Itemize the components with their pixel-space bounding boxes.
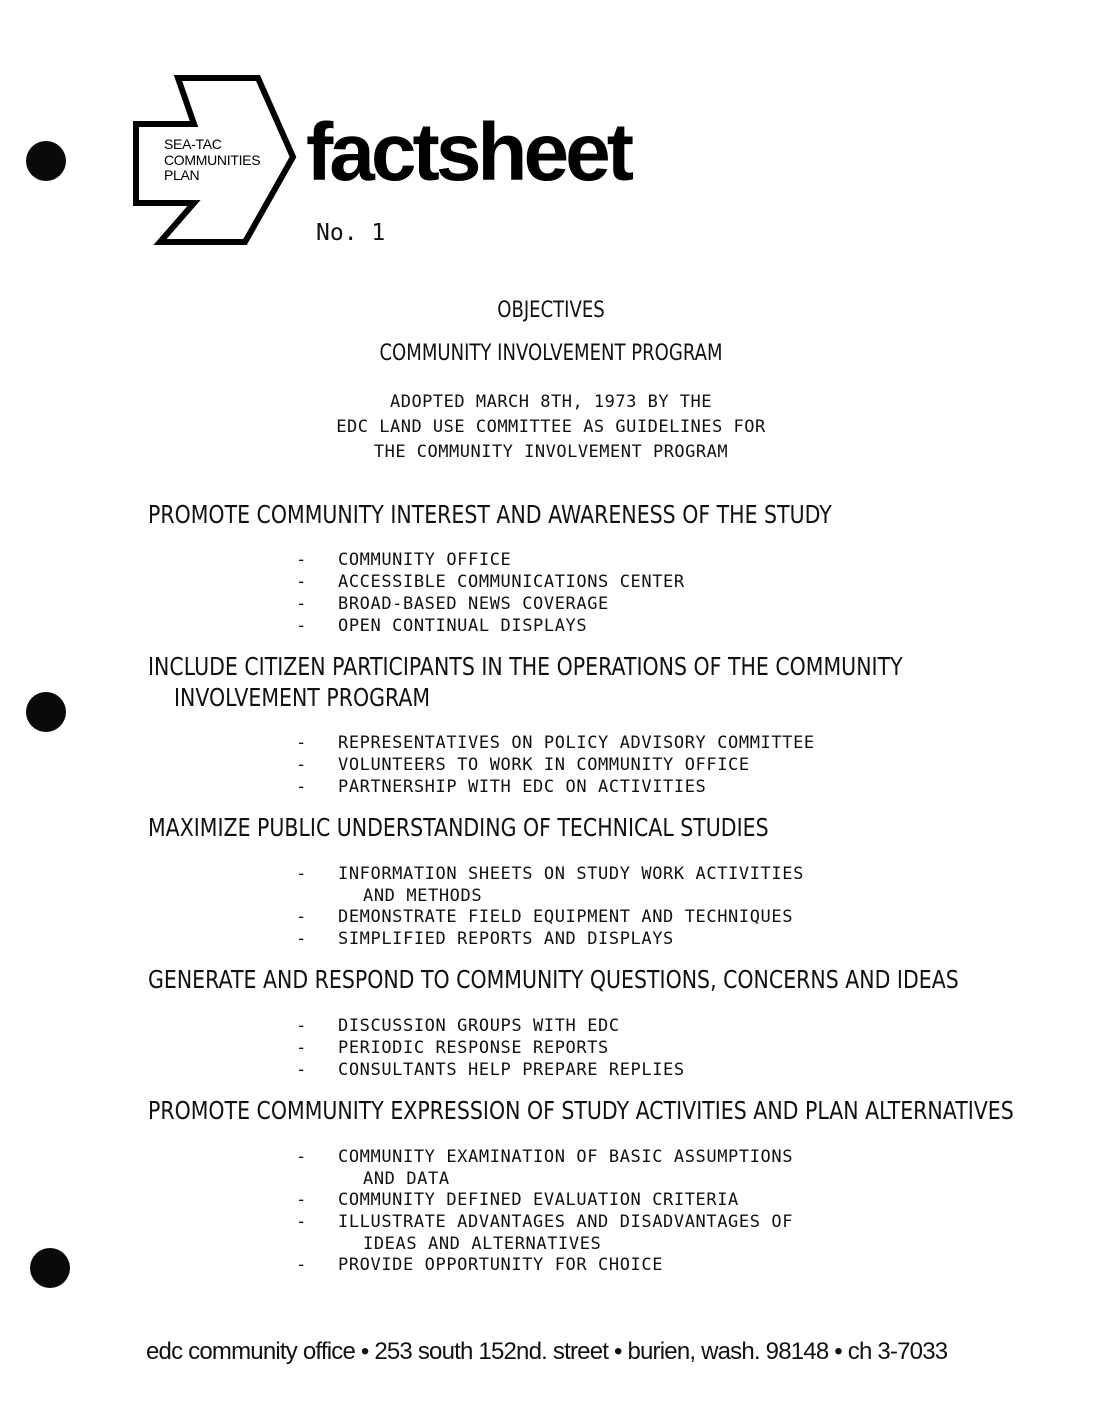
section-heading: PROMOTE COMMUNITY INTEREST AND AWARENESS OF THE STUDY bbox=[148, 500, 832, 529]
adopted-line-3: THE COMMUNITY INVOLVEMENT PROGRAM bbox=[373, 442, 729, 462]
issue-number: No. 1 bbox=[316, 220, 386, 246]
list-item: - ACCESSIBLE COMMUNICATIONS CENTER bbox=[296, 572, 685, 592]
list-item: - PARTNERSHIP WITH EDC ON ACTIVITIES bbox=[296, 777, 707, 797]
logo-line-3: PLAN bbox=[164, 167, 200, 183]
section-heading: GENERATE AND RESPOND TO COMMUNITY QUESTIONS, CONCERNS AND IDEAS bbox=[148, 965, 959, 994]
logo-line-2: COMMUNITIES bbox=[164, 152, 261, 168]
list-item: - INFORMATION SHEETS ON STUDY WORK ACTIVITIES bbox=[296, 864, 804, 884]
list-item: - ILLUSTRATE ADVANTAGES AND DISADVANTAGES OF bbox=[296, 1212, 794, 1232]
list-item: - COMMUNITY OFFICE bbox=[296, 550, 512, 570]
adopted-line-1: ADOPTED MARCH 8TH, 1973 BY THE bbox=[389, 392, 713, 412]
binder-hole-top bbox=[26, 141, 66, 181]
list-item-continued: IDEAS AND ALTERNATIVES bbox=[363, 1234, 602, 1254]
logo-line-1: SEA-TAC bbox=[164, 136, 222, 152]
objectives-title: OBJECTIVES bbox=[497, 298, 605, 323]
factsheet-title: factsheet bbox=[306, 107, 631, 198]
list-item: - CONSULTANTS HELP PREPARE REPLIES bbox=[296, 1060, 685, 1080]
list-item: - PROVIDE OPPORTUNITY FOR CHOICE bbox=[296, 1255, 664, 1275]
list-item-continued: AND METHODS bbox=[363, 886, 483, 906]
adopted-line-2: EDC LAND USE COMMITTEE AS GUIDELINES FOR bbox=[336, 417, 766, 437]
list-item: - DISCUSSION GROUPS WITH EDC bbox=[296, 1016, 620, 1036]
section-heading: PROMOTE COMMUNITY EXPRESSION OF STUDY ACTIVITIES AND PLAN ALTERNATIVES bbox=[148, 1096, 1014, 1125]
list-item: - BROAD-BASED NEWS COVERAGE bbox=[296, 594, 609, 614]
list-item: - COMMUNITY DEFINED EVALUATION CRITERIA bbox=[296, 1190, 739, 1210]
list-item: - OPEN CONTINUAL DISPLAYS bbox=[296, 616, 588, 636]
section-heading: MAXIMIZE PUBLIC UNDERSTANDING OF TECHNICAL STUDIES bbox=[148, 813, 769, 842]
footer-address: edc community office • 253 south 152nd. street • burien, wash. 98148 • ch 3-7033 bbox=[146, 1338, 948, 1365]
list-item: - DEMONSTRATE FIELD EQUIPMENT AND TECHNIQUES bbox=[296, 907, 794, 927]
section-heading: INCLUDE CITIZEN PARTICIPANTS IN THE OPERATIONS OF THE COMMUNITY bbox=[148, 652, 903, 681]
list-item: - VOLUNTEERS TO WORK IN COMMUNITY OFFICE bbox=[296, 755, 750, 775]
list-item: - COMMUNITY EXAMINATION OF BASIC ASSUMPTIONS bbox=[296, 1147, 794, 1167]
binder-hole-middle bbox=[26, 692, 66, 732]
section-heading-continued: INVOLVEMENT PROGRAM bbox=[174, 683, 431, 712]
list-item-continued: AND DATA bbox=[363, 1169, 450, 1189]
list-item: - PERIODIC RESPONSE REPORTS bbox=[296, 1038, 609, 1058]
program-subtitle: COMMUNITY INVOLVEMENT PROGRAM bbox=[379, 341, 723, 366]
list-item: - REPRESENTATIVES ON POLICY ADVISORY COMMITTEE bbox=[296, 733, 815, 753]
binder-hole-bottom bbox=[30, 1248, 70, 1288]
list-item: - SIMPLIFIED REPORTS AND DISPLAYS bbox=[296, 929, 674, 949]
